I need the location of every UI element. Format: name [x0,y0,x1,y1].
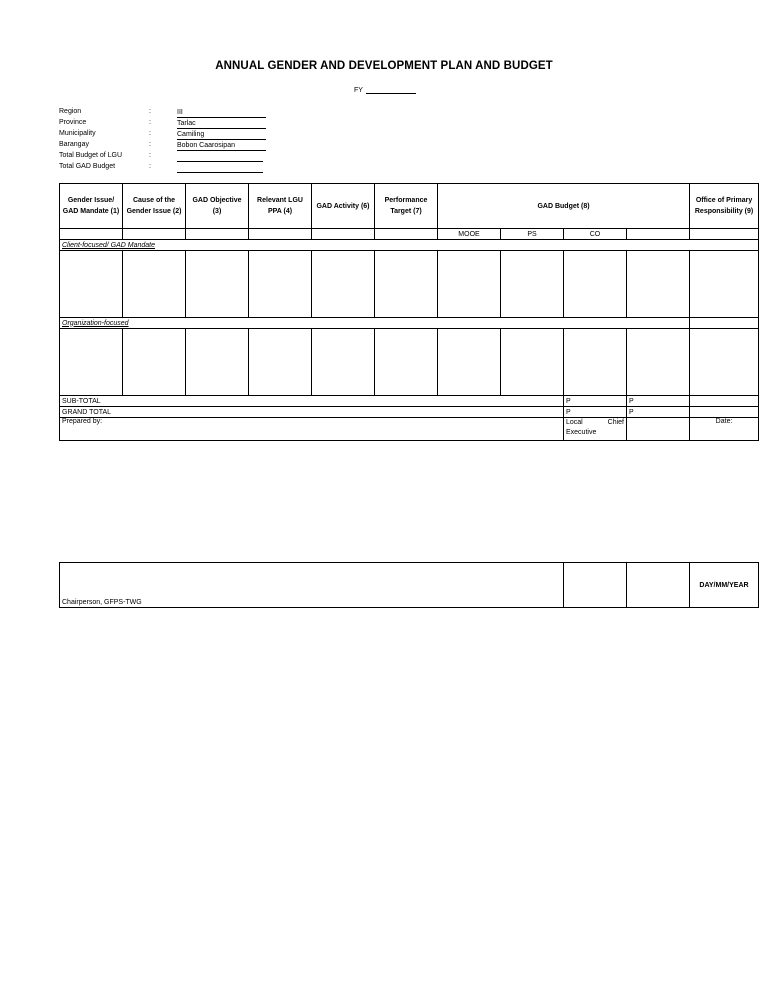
info-row-gad-budget [0,163,768,174]
chairperson-label: Chairperson, GFPS-TWG [60,563,564,608]
section-client-focused: Client-focused/ GAD Mandate [60,240,759,251]
signature-box [59,562,759,608]
col-header-ps: PS [501,229,564,240]
info-row-barangay [0,141,768,152]
section-row-client [60,240,759,251]
page-title: ANNUAL GENDER AND DEVELOPMENT PLAN AND BUDGET [215,60,553,72]
subtotal-label: SUB-TOTAL [60,396,564,407]
fiscal-year [354,86,416,94]
gad-plan-table [59,183,759,441]
info-colon: : [149,152,151,159]
section-organization-focused: Organization-focused [60,318,690,329]
info-row-province [0,119,768,130]
info-colon: : [149,163,151,170]
grandtotal-p-1: P [564,407,627,418]
info-label: Total Budget of LGU [59,152,123,159]
info-label: Total GAD Budget [59,163,116,170]
info-colon: : [149,130,151,137]
date-label: Date: [690,418,759,441]
subtotal-row [60,396,759,407]
col-header-co: CO [564,229,627,240]
info-row-municipality [0,130,768,141]
prepared-by: Prepared by: [60,418,564,441]
signature-row [60,418,759,441]
info-label: Municipality [59,130,96,137]
subheader-row [60,229,759,240]
info-value [177,152,263,162]
fy-blank [366,86,416,94]
col-header-cause: Cause of the Gender Issue (2) [123,184,186,229]
info-colon: : [149,119,151,126]
info-value: III [177,108,266,118]
col-header-office: Office of Primary Responsibility (9) [690,184,759,229]
grandtotal-row [60,407,759,418]
day-mm-year-label: DAY/MM/YEAR [690,563,759,608]
info-colon: : [149,108,151,115]
info-value: Camiling [177,130,266,140]
col-header-objective: GAD Objective (3) [186,184,249,229]
info-row-region [0,108,768,119]
info-value [177,163,263,173]
section-row-org [60,318,759,329]
info-colon: : [149,141,151,148]
col-header-mooe: MOOE [438,229,501,240]
header-row [60,184,759,229]
table-row [60,251,759,318]
info-label: Province [59,119,87,126]
info-value: Bobon Caarosipan [177,141,266,151]
info-label: Region [59,108,82,115]
col-header-lgu-ppa: Relevant LGU PPA (4) [249,184,312,229]
local-chief-executive: Local Chief Executive [564,418,627,441]
fy-label: FY [354,87,363,94]
info-value: Tarlac [177,119,266,129]
info-label: Barangay [59,141,89,148]
grandtotal-label: GRAND TOTAL [60,407,564,418]
info-row-total-budget [0,152,768,163]
col-header-gad-activity: GAD Activity (6) [312,184,375,229]
col-header-gender-issue: Gender Issue/ GAD Mandate (1) [60,184,123,229]
subtotal-p-2: P [627,396,690,407]
col-header-gad-budget: GAD Budget (8) [438,184,690,229]
grandtotal-p-2: P [627,407,690,418]
subtotal-p-1: P [564,396,627,407]
col-header-performance-target: Performance Target (7) [375,184,438,229]
table-row [60,329,759,396]
